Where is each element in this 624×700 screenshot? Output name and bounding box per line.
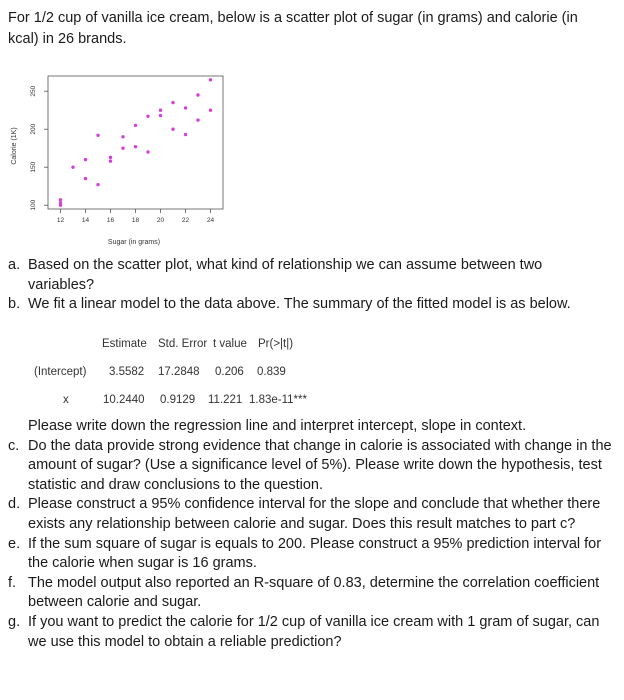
questions-bottom (8, 417, 612, 652)
question-text: The model output also reported an R-square of 0.83, determine the correlation coefficient between calorie and sugar. (28, 574, 600, 611)
x-tick-label: 20 (156, 217, 165, 224)
data-point (121, 135, 124, 138)
question-b-continuation: Please write down the regression line and interpret intercept, slope in context. (28, 418, 527, 434)
question-letter: a. (8, 257, 21, 273)
questions-top (8, 256, 612, 315)
x-tick-label: 12 (56, 217, 65, 224)
y-tick-label: 250 (30, 85, 37, 97)
data-point (121, 147, 124, 150)
data-point (184, 133, 187, 136)
header-t-value: t value (213, 338, 247, 350)
x-tick-label: 24 (206, 217, 215, 224)
y-tick-label: 200 (30, 123, 37, 135)
data-point (109, 159, 112, 162)
question-letter: b. (8, 296, 21, 313)
data-point (134, 145, 137, 148)
row-label: (Intercept) (34, 366, 87, 378)
y-axis (30, 85, 48, 210)
question-letter: e. (8, 535, 21, 552)
data-point (209, 109, 212, 112)
regression-table (8, 334, 612, 414)
data-point (96, 134, 99, 137)
cell-estimate: 10.2440 (103, 394, 145, 406)
data-point (84, 177, 87, 180)
cell-p-value: 1.83e-11*** (249, 394, 307, 406)
scatter-plot (8, 66, 248, 256)
question-text: If the sum square of sugar is equals to 200. Please construct a 95% prediction interval for the calorie when sugar is 16 grams. (28, 535, 602, 572)
cell-t-value: 11.221 (208, 394, 243, 406)
row-label: x (63, 394, 69, 406)
cell-p-value: 0.839 (257, 366, 286, 378)
data-point (146, 150, 149, 153)
cell-std-error: 17.2848 (158, 366, 200, 378)
question-a (8, 256, 612, 295)
data-point (59, 201, 62, 204)
data-point (209, 78, 212, 81)
header-estimate: Estimate (102, 338, 147, 350)
question-text: Based on the scatter plot, what kind of relationship we can assume between two variables? (28, 257, 543, 293)
question-letter: d. (8, 496, 21, 513)
cell-t-value: 0.206 (215, 366, 244, 378)
data-point (196, 118, 199, 121)
x-axis (57, 209, 215, 224)
x-axis-label: Sugar (in grams) (107, 239, 161, 246)
data-point (71, 166, 74, 169)
question-letter: c. (8, 437, 20, 454)
cell-std-error: 0.9129 (160, 394, 196, 406)
y-tick-label: 150 (30, 161, 37, 173)
data-point (171, 101, 174, 104)
data-point (196, 93, 199, 96)
question-text: Do the data provide strong evidence that change in calorie is associated with change in the amount of sugar? (Use a significance level of 5%). Please write down the hypothesis, test statistic and draw conclusions to the question. (28, 437, 612, 493)
data-point (184, 106, 187, 109)
question-text: Please construct a 95% confidence interval for the slope and conclude that whether there exists any relationship between calorie and sugar. Does this result matches to part c? (28, 496, 601, 532)
cell-estimate: 3.5582 (109, 366, 145, 378)
data-point (59, 198, 62, 201)
data-points (59, 78, 212, 207)
question-d (8, 495, 612, 534)
question-text: We fit a linear model to the data above. The summary of the fitted model is as below. (28, 296, 571, 313)
x-tick-label: 18 (131, 217, 140, 224)
data-point (171, 128, 174, 131)
question-letter: g. (8, 613, 21, 630)
intro-text: For 1/2 cup of vanilla ice cream, below is a scatter plot of sugar (in grams) and calorie (in kcal) in 26 brands. (8, 10, 578, 47)
x-tick-label: 16 (106, 217, 115, 224)
data-point (84, 158, 87, 161)
y-tick-label: 100 (30, 199, 37, 211)
question-e (8, 535, 612, 574)
question-text: If you want to predict the calorie for 1/2 cup of vanilla ice cream with 1 gram of sugar, can we use this model to obtain a reliable prediction? (28, 613, 600, 650)
header-p-value: Pr(>|t|) (258, 338, 294, 350)
y-axis-label: Calorie (1K) (11, 127, 18, 165)
header-std-error: Std. Error (158, 338, 208, 350)
question-f (8, 574, 612, 613)
question-b (8, 295, 612, 315)
data-point (96, 183, 99, 186)
data-point (109, 156, 112, 159)
data-point (134, 124, 137, 127)
question-g (8, 613, 612, 652)
data-point (159, 109, 162, 112)
data-point (159, 114, 162, 117)
data-point (146, 115, 149, 118)
question-letter: f. (8, 574, 17, 591)
question-c (8, 437, 612, 496)
x-tick-label: 22 (181, 217, 190, 224)
x-tick-label: 14 (81, 217, 90, 224)
